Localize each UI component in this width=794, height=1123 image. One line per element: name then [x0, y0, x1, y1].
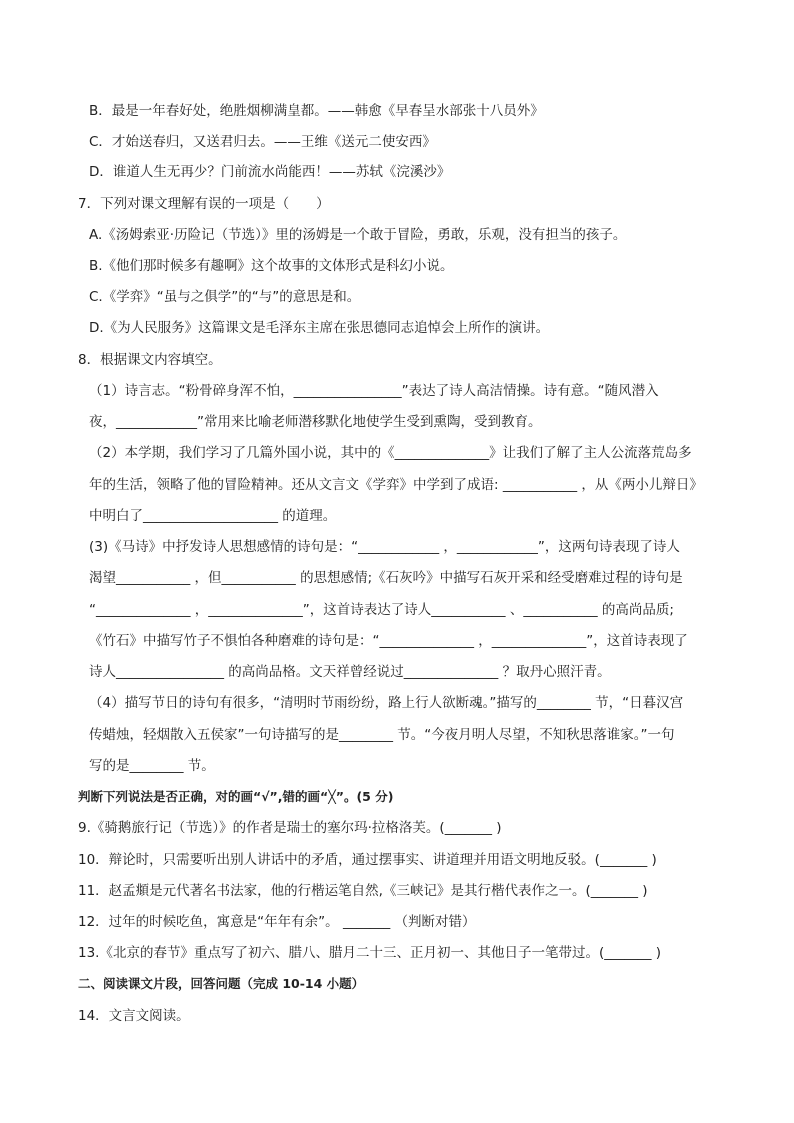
option-d-line: D．谁道人生无再少？门前流水尚能西！——苏轼《浣溪沙》 [89, 164, 451, 180]
q8-part3-line5: 诗人________________ 的高尚品格。文天祥曾经说过______________ ？取丹心照汗青。 [89, 664, 611, 680]
q7-option-c: C.《学弈》“虽与之俱学”的“与”的意思是和。 [89, 289, 361, 305]
question-13: 13.《北京的春节》重点写了初六、腊八、腊月二十三、正月初一、其他日子一笔带过。(_______ ) [78, 945, 662, 961]
q7-option-b: B.《他们那时候多有趣啊》这个故事的文体形式是科幻小说。 [89, 258, 454, 274]
question-8: 8．根据课文内容填空。 [78, 352, 222, 368]
question-11: 11．赵孟頫是元代著名书法家，他的行楷运笔自然,《三峡记》是其行楷代表作之一。(_______ ) [78, 883, 648, 899]
q8-part4-line1: （4）描写节日的诗句有很多，“清明时节雨纷纷，路上行人欲断魂。”描写的________ 节，“日暮汉宫 [89, 695, 684, 711]
q8-part3-line2: 渴望___________ ，但___________ 的思想感情;《石灰吟》中描写石灰开采和经受磨难过程的诗句是 [89, 570, 683, 586]
q8-part1-line1: （1）诗言志。“粉骨碎身浑不怕，________________”表达了诗人高洁情操。诗有意。“随风潜入 [89, 383, 659, 399]
question-7: 7．下列对课文理解有误的一项是（ ） [78, 196, 330, 212]
q8-part2-line3: 中明白了____________________ 的道理。 [89, 508, 337, 524]
q8-part3-line3: “______________ ，______________”，这首诗表达了诗人___________ 、___________ 的高尚品质; [89, 602, 674, 618]
question-9: 9.《骑鹅旅行记（节选）》的作者是瑞士的塞尔玛·拉格洛芙。(_______ ) [78, 820, 502, 836]
q7-option-a: A.《汤姆索亚·历险记（节选）》里的汤姆是一个敢于冒险，勇敢，乐观，没有担当的孩子。 [89, 227, 627, 243]
option-b-line: B．最是一年春好处，绝胜烟柳满皇都。——韩愈《早春呈水部张十八员外》 [89, 103, 544, 119]
question-12: 12．过年的时候吃鱼，寓意是“年年有余”。 _______ （判断对错） [78, 914, 476, 930]
reading-section-heading: 二、阅读课文片段，回答问题（完成 10-14 小题） [78, 976, 365, 991]
q8-part3-line1: (3)《马诗》中抒发诗人思想感情的诗句是：“____________ ，____________”，这两句诗表现了诗人 [89, 539, 680, 555]
q8-part3-line4: 《竹石》中描写竹子不惧怕各种磨难的诗句是：“______________ ，______________”，这首诗表现了 [89, 633, 688, 649]
q8-part4-line3: 写的是________ 节。 [89, 758, 215, 774]
question-14: 14．文言文阅读。 [78, 1008, 190, 1024]
q8-part1-line2: 夜，____________”常用来比喻老师潜移默化地使学生受到熏陶，受到教育。 [89, 414, 542, 430]
q7-option-d: D.《为人民服务》这篇课文是毛泽东主席在张思德同志追悼会上所作的演讲。 [89, 320, 550, 336]
option-c-line: C．才始送春归，又送君归去。——王维《送元二使安西》 [89, 134, 436, 150]
q8-part4-line2: 传蜡烛，轻烟散入五侯家”一句诗描写的是________ 节。“今夜月明人尽望，不知秋思落谁家。”一句 [89, 727, 675, 743]
q8-part2-line2: 年的生活，领略了他的冒险精神。还从文言文《学弈》中学到了成语: ___________ ，从《两小儿辩日》 [89, 477, 703, 493]
question-10: 10．辩论时，只需要听出别人讲话中的矛盾，通过摆事实、讲道理并用语文明地反驳。(_______ ) [78, 852, 657, 868]
true-false-section-heading: 判断下列说法是否正确，对的画“√”,错的画“╳”。(5 分) [78, 789, 394, 804]
q8-part2-line1: （2）本学期，我们学习了几篇外国小说，其中的《______________》让我们了解了主人公流落荒岛多 [89, 445, 692, 461]
